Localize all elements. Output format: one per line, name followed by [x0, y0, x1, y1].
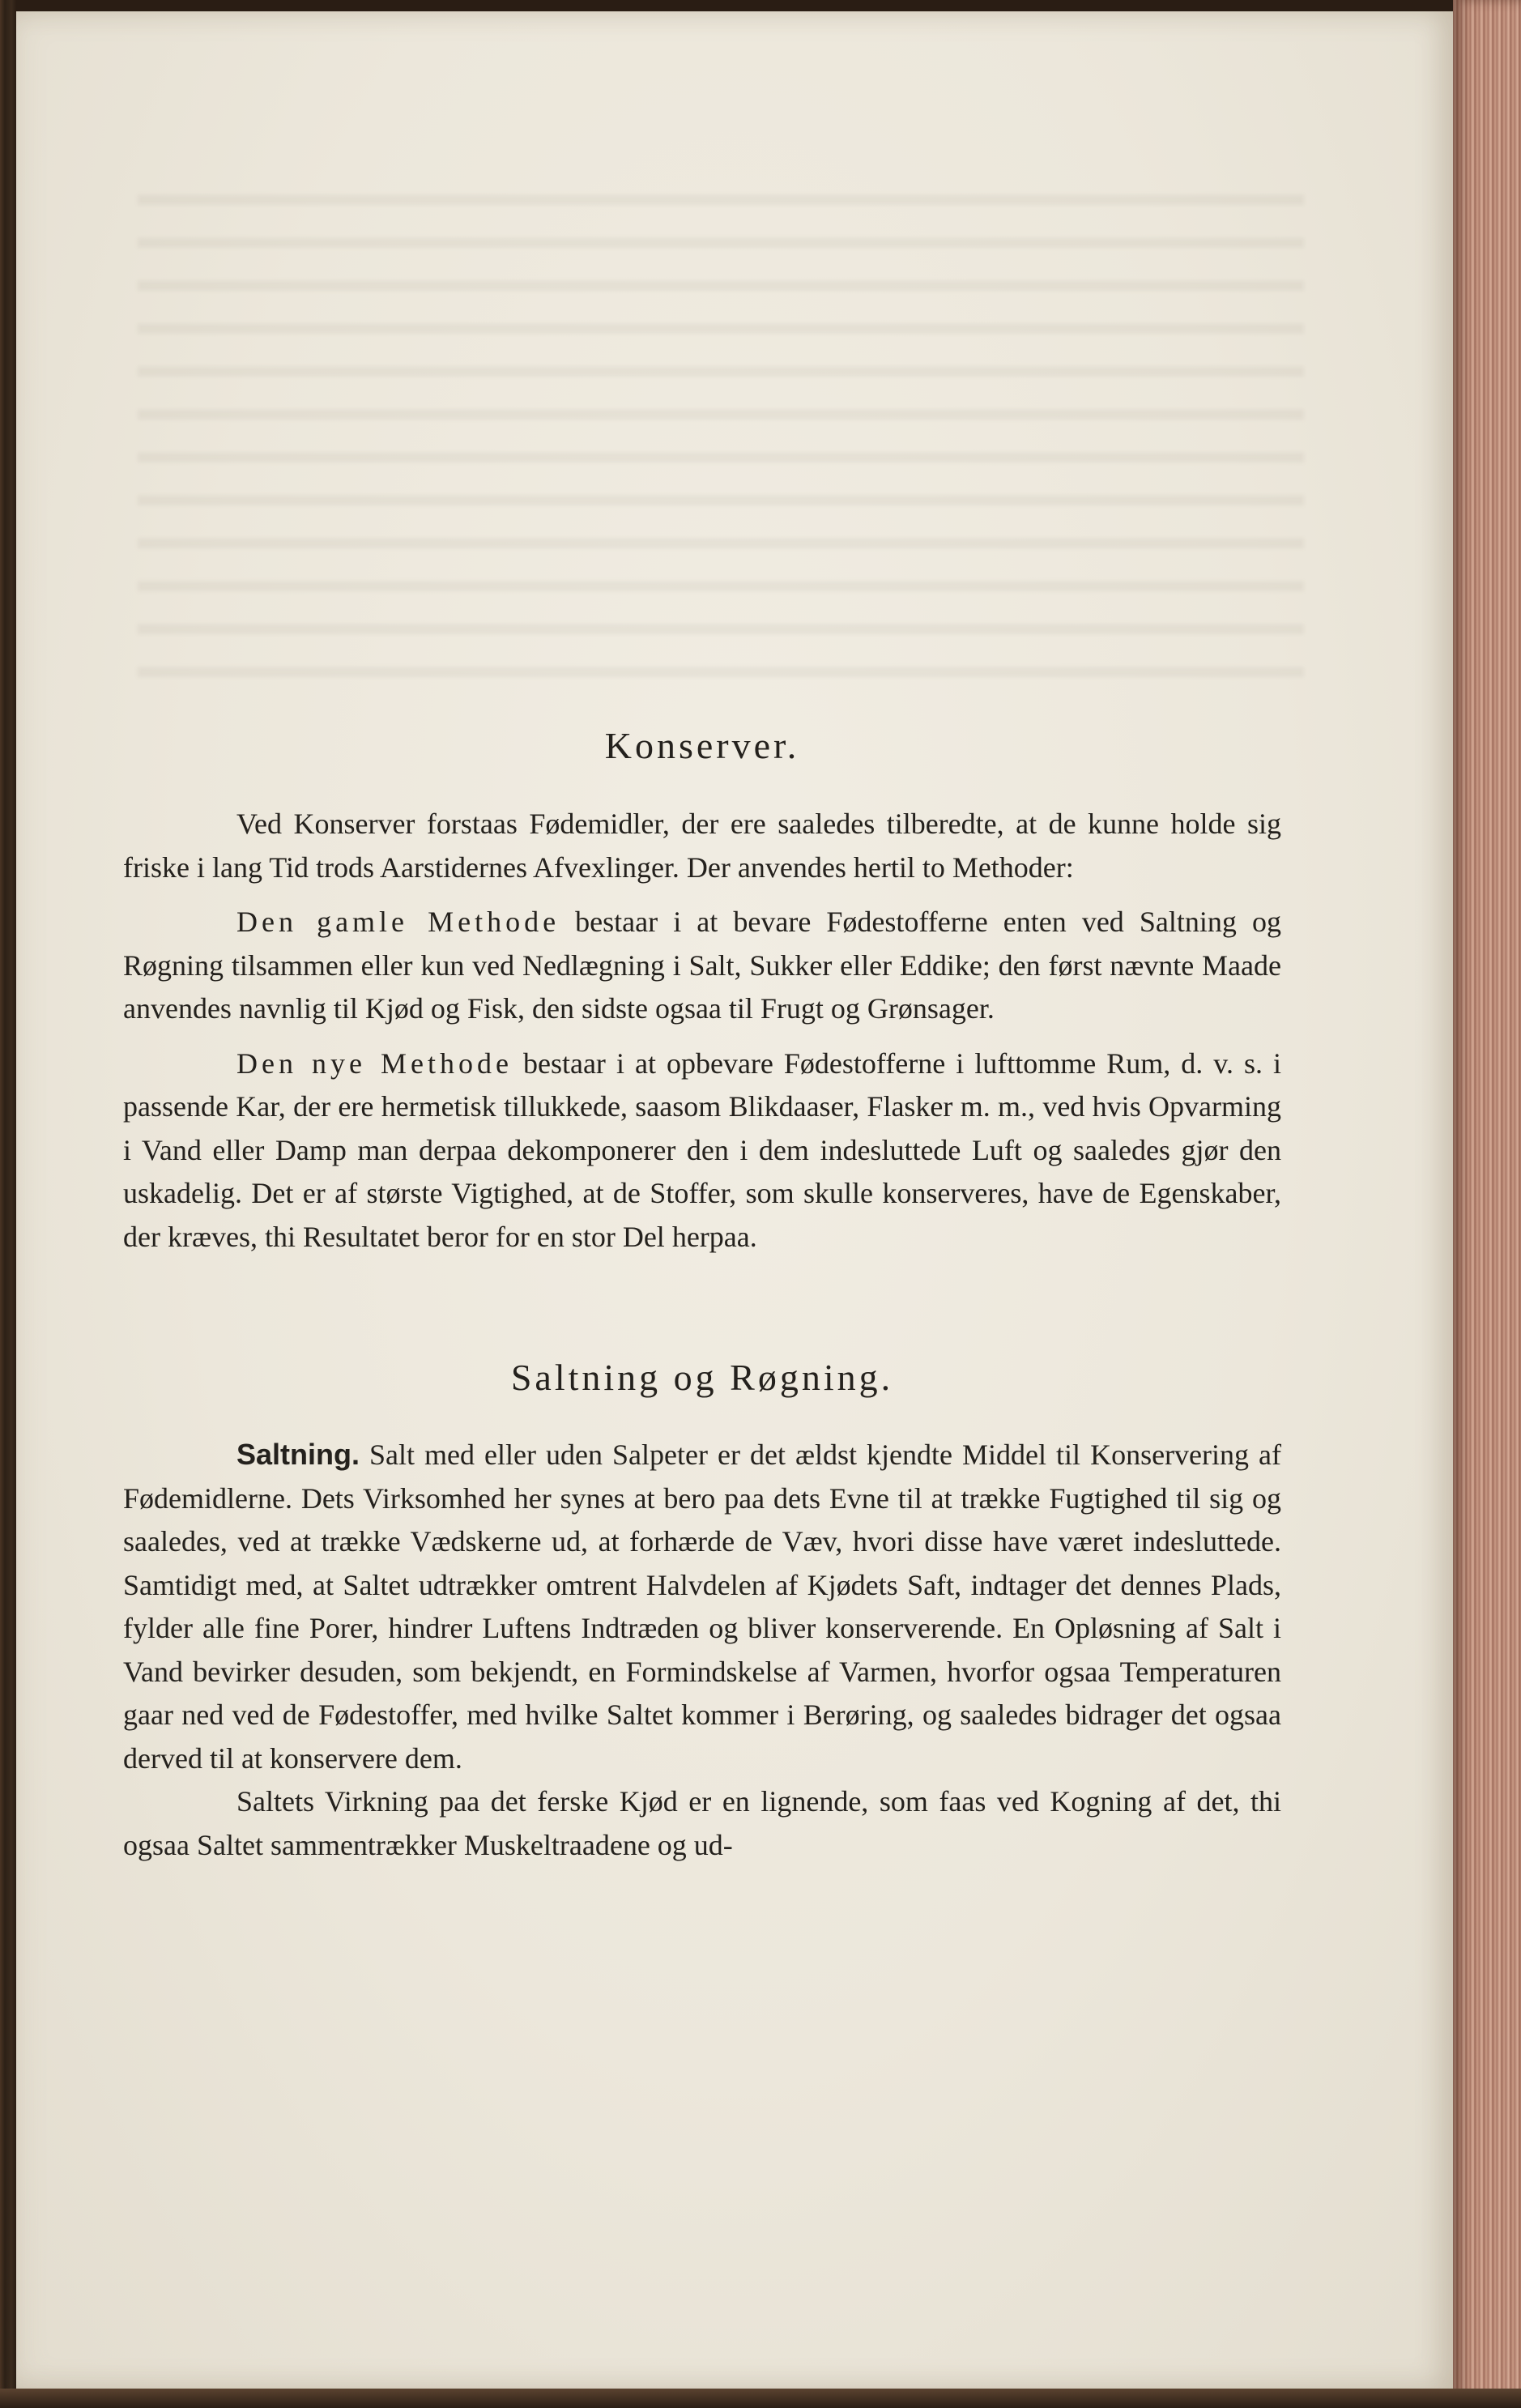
page-sheet [16, 11, 1453, 2389]
heading-saltning-rogning: Saltning og Røgning. [510, 1357, 894, 1398]
saltning-text: Salt med eller uden Salpeter er det ældst kjendte Middel til Konservering af Fødemidlerne. Dets Virksomhed her synes at bero paa dets Evne til at trække Fugtighed til sig og saaledes, ved at trække Vædskerne ud, at forhærde de Væv, hvori disse have været indesluttede. Samtidigt med, at Saltet udtrækker omtrent Halvdelen af Kjødets Saft, indtager det dennes Plads, fylder alle fine Porer, hindrer Luftens Indtræden og bliver konserverende. En Opløsning af Salt i Vand bevirker desuden, som bekjendt, en Formindskelse af Varmen, hvorfor ogsaa Temperaturen gaar ned ved de Fødestoffer, med hvilke Saltet kommer i Berøring, og saaledes bidrager det ogsaa derved til at konservere dem. [123, 1438, 1281, 1775]
page-content [123, 724, 1281, 1867]
paragraph-konserver-definition: Ved Konserver forstaas Fødemidler, der ere saaledes tilberedte, at de kunne holde sig friske i lang Tid trods Aarstidernes Afvexlinger. Der anvendes hertil to Methoder: [123, 808, 1281, 884]
bottom-cover-edge [0, 2389, 1521, 2408]
paragraph-new-method [123, 1042, 1281, 1259]
show-through-text [138, 173, 1304, 692]
page-edges-binding [1453, 0, 1521, 2408]
heading-konserver: Konserver. [604, 725, 800, 766]
paragraph-saltning [123, 1433, 1281, 1780]
new-method-lead: Den nye Methode [236, 1046, 513, 1080]
paragraph-old-method [123, 901, 1281, 1031]
saltning-run-in-heading: Saltning. [236, 1438, 360, 1471]
old-method-lead: Den gamle Methode [236, 906, 560, 938]
paragraph-salt-effect: Saltets Virkning paa det ferske Kjød er en lignende, som faas ved Kogning af det, thi ogsaa Saltet sammentrækker Muskeltraadene og ud- [123, 1785, 1281, 1861]
new-method-text: bestaar i at opbevare Fødestofferne i lufttomme Rum, d. v. s. i passende Kar, der ere hermetisk tillukkede, saasom Blikdaaser, Flasker m. m., ved hvis Opvarming i Vand eller Damp man derpaa dekomponerer den i dem indesluttede Luft og saaledes gjør den uskadelig. Det er af største Vigtighed, at de Stoffer, som skulle konserveres, have de Egenskaber, der kræves, thi Resultatet beror for en stor Del herpaa. [123, 1046, 1281, 1253]
old-method-text: bestaar i at bevare Fødestofferne enten ved Saltning og Røgning tilsammen eller kun ved Nedlægning i Salt, Sukker eller Eddike; den først nævnte Maade anvendes navnlig til Kjød og Fisk, den sidste ogsaa til Frugt og Grønsager. [123, 906, 1281, 1025]
